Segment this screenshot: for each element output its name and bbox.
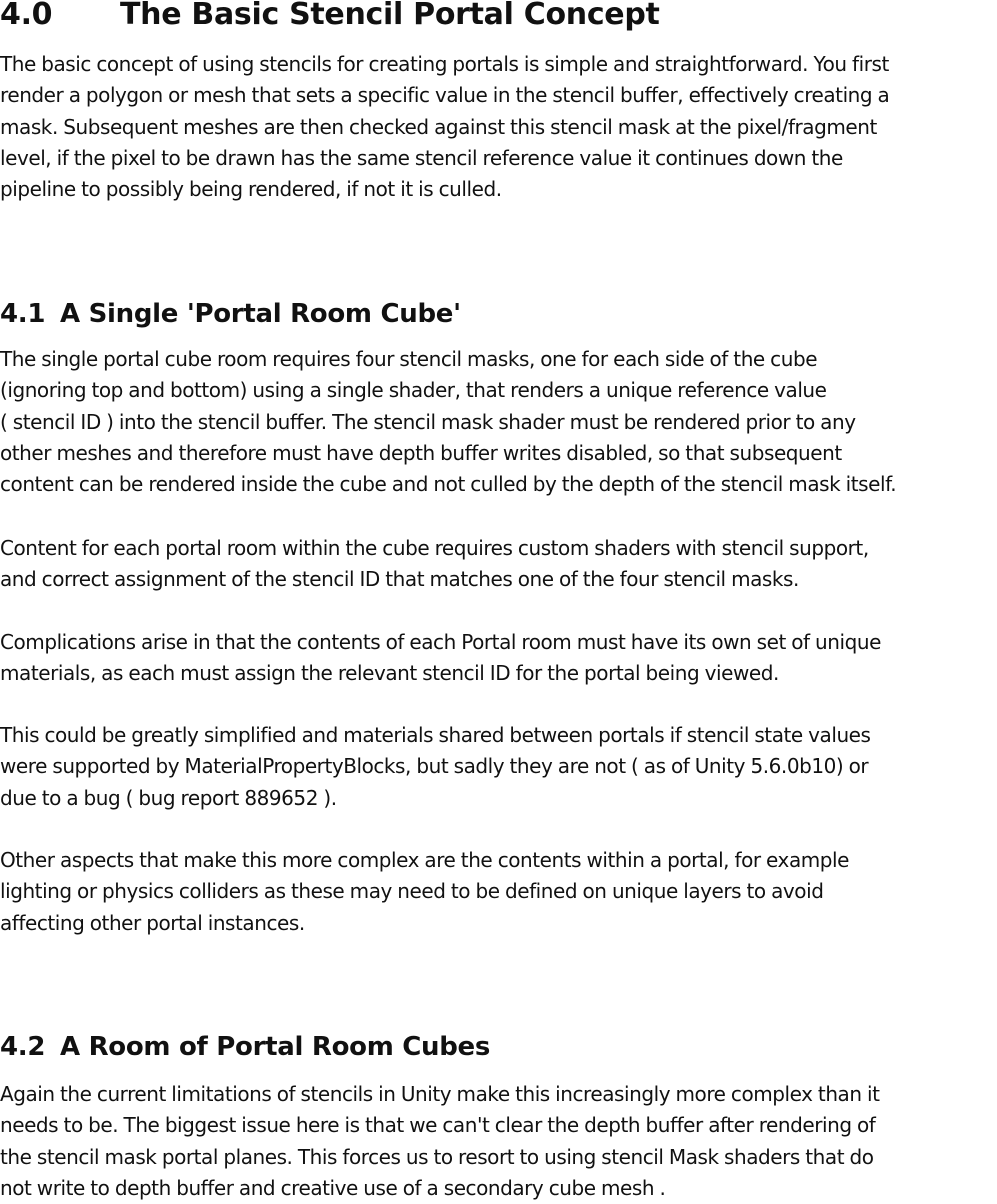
- text-line: needs to be. The biggest issue here is that we can't clear the depth buffer after rendering of: [0, 1113, 876, 1138]
- text-line: mask. Subsequent meshes are then checked against this stencil mask at the pixel/fragment: [0, 114, 877, 139]
- section-title: A Room of Portal Room Cubes: [60, 1032, 491, 1062]
- text-line: due to a bug ( bug report 889652 ).: [0, 785, 337, 810]
- section-title: The Basic Stencil Portal Concept: [120, 0, 660, 32]
- text-line: affecting other portal instances.: [0, 910, 305, 935]
- section-number: 4.1: [0, 299, 46, 329]
- text-line: Complications arise in that the contents of each Portal room must have its own set of unique: [0, 630, 881, 654]
- text-line: The basic concept of using stencils for creating portals is simple and straightforward. You first: [0, 52, 889, 76]
- text-line: and correct assignment of the stencil ID that matches one of the four stencil masks.: [0, 567, 799, 592]
- text-line: Other aspects that make this more complex are the contents within a portal, for example: [0, 848, 849, 872]
- text-line: Content for each portal room within the cube requires custom shaders with stencil support,: [0, 536, 869, 560]
- text-line: Again the current limitations of stencils in Unity make this increasingly more complex than it: [0, 1082, 880, 1106]
- section-number: 4.0: [0, 0, 53, 32]
- section-4-1-heading: [0, 297, 461, 331]
- text-line: the stencil mask portal planes. This forces us to resort to using stencil Mask shaders that do: [0, 1144, 874, 1169]
- section-4-1-paragraph-4: [0, 720, 871, 814]
- text-line: materials, as each must assign the relevant stencil ID for the portal being viewed.: [0, 661, 779, 686]
- section-4-2-heading: [0, 1030, 490, 1064]
- section-4-2-paragraph: [0, 1079, 879, 1204]
- section-number: 4.2: [0, 1032, 46, 1062]
- text-line: render a polygon or mesh that sets a specific value in the stencil buffer, effectively creating a: [0, 83, 890, 108]
- text-line: content can be rendered inside the cube and not culled by the depth of the stencil mask itself.: [0, 472, 897, 497]
- section-4-0-paragraph: [0, 49, 889, 205]
- section-4-0-heading: [0, 0, 660, 34]
- section-4-1-paragraph-1: [0, 344, 896, 500]
- section-title: A Single 'Portal Room Cube': [60, 299, 461, 329]
- text-line: not write to depth buffer and creative use of a secondary cube mesh .: [0, 1175, 666, 1200]
- text-line: were supported by MaterialPropertyBlocks, but sadly they are not ( as of Unity 5.6.0b10) or: [0, 754, 869, 779]
- text-line: other meshes and therefore must have depth buffer writes disabled, so that subsequent: [0, 440, 842, 465]
- text-line: The single portal cube room requires four stencil masks, one for each side of the cube: [0, 347, 818, 371]
- section-4-1-paragraph-3: [0, 627, 881, 690]
- text-line: level, if the pixel to be drawn has the same stencil reference value it continues down the: [0, 145, 843, 170]
- text-line: This could be greatly simplified and materials shared between portals if stencil state values: [0, 723, 871, 747]
- section-4-1-paragraph-2: [0, 533, 869, 596]
- text-line: (ignoring top and bottom) using a single shader, that renders a unique reference value: [0, 378, 827, 403]
- text-line: lighting or physics colliders as these may need to be defined on unique layers to avoid: [0, 879, 824, 904]
- section-4-1-paragraph-5: [0, 845, 849, 939]
- text-line: ( stencil ID ) into the stencil buffer. The stencil mask shader must be rendered prior to any: [0, 409, 856, 434]
- text-line: pipeline to possibly being rendered, if not it is culled.: [0, 177, 502, 202]
